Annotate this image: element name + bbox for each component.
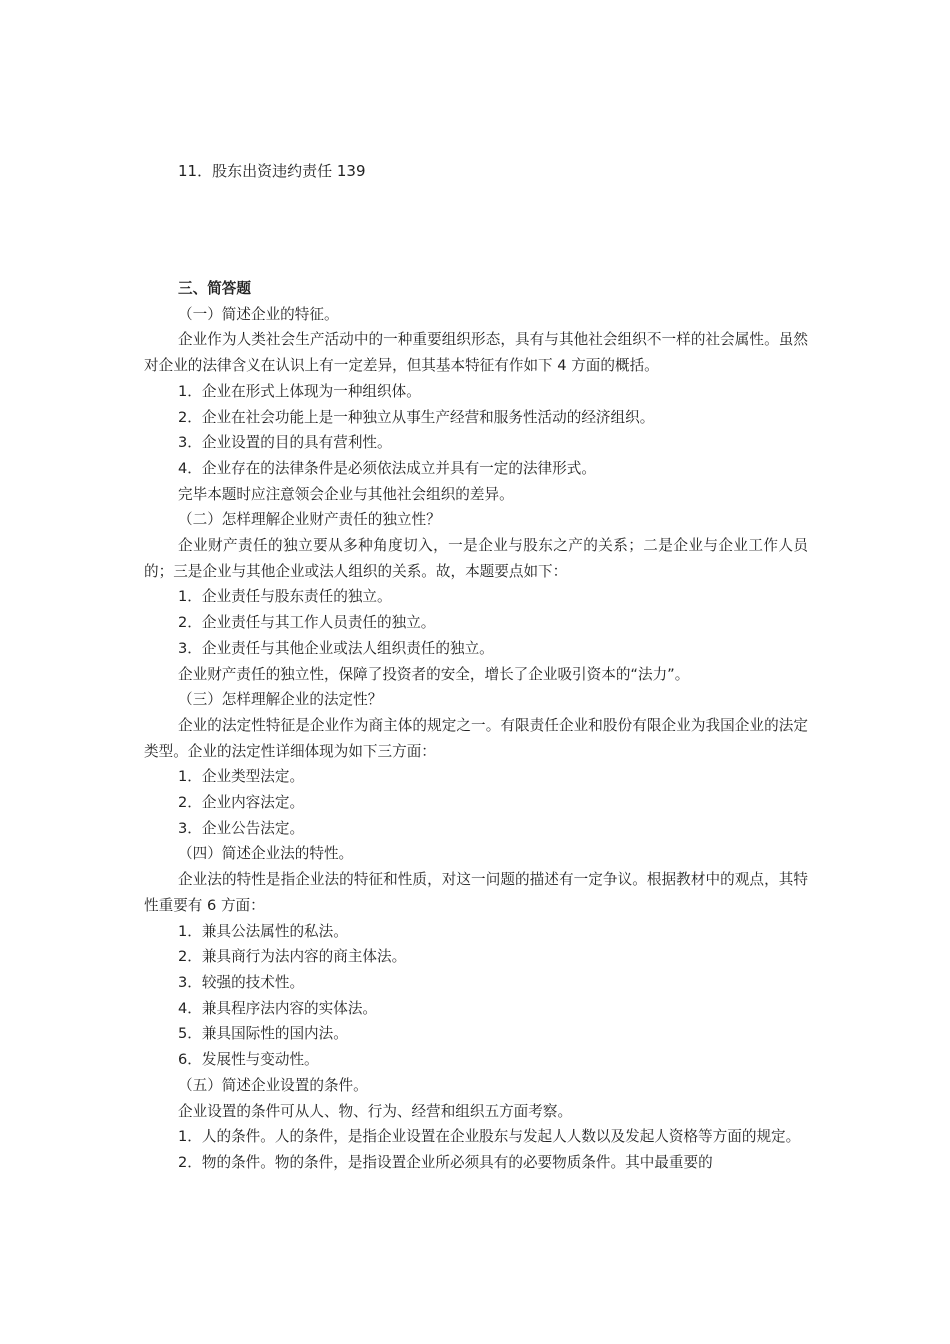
paragraph: 企业作为人类社会生产活动中的一种重要组织形态，具有与其他社会组织不一样的社会属性。虽然对企业的法律含义在认识上有一定差异，但其基本特征有作如下 4 方面的概括。	[144, 331, 808, 375]
section-heading: 三、简答题	[178, 280, 251, 297]
paragraph: 企业财产责任的独立性，保障了投资者的安全，增长了企业吸引资本的“法力”。	[178, 665, 690, 683]
paragraph: 6．发展性与变动性。	[178, 1051, 319, 1069]
paragraph: 3．企业设置的目的具有营利性。	[178, 434, 392, 452]
paragraph: （三）怎样理解企业的法定性？	[178, 691, 383, 709]
paragraph: 完毕本题时应注意领会企业与其他社会组织的差异。	[178, 485, 514, 503]
document-body	[144, 276, 808, 1176]
paragraph: 3．较强的技术性。	[178, 973, 305, 991]
paragraph: （一）简述企业的特征。	[178, 305, 339, 323]
paragraph: 2．企业在社会功能上是一种独立从事生产经营和服务性活动的经济组织。	[178, 408, 655, 426]
paragraph: 企业设置的条件可从人、物、行为、经营和组织五方面考察。	[178, 1102, 573, 1120]
paragraph: 1．兼具公法属性的私法。	[178, 922, 348, 940]
paragraph: 3．企业责任与其他企业或法人组织责任的独立。	[178, 639, 494, 657]
paragraph: （二）怎样理解企业财产责任的独立性？	[178, 511, 441, 529]
paragraph: 企业财产责任的独立要从多种角度切入，一是企业与股东之产的关系；二是企业与企业工作人员的；三是企业与其他企业或法人组织的关系。故，本题要点如下：	[144, 537, 808, 580]
paragraph: （五）简述企业设置的条件。	[178, 1076, 368, 1094]
paragraph: 2．物的条件。物的条件，是指设置企业所必须具有的必要物质条件。其中最重要的	[178, 1153, 713, 1171]
paragraph: 1．企业责任与股东责任的独立。	[178, 588, 392, 606]
paragraph: 4．企业存在的法律条件是必须依法成立并具有一定的法律形式。	[178, 459, 596, 477]
paragraph: 1．人的条件。人的条件，是指企业设置在企业股东与发起人人数以及发起人资格等方面的规定。	[178, 1128, 801, 1146]
paragraph: 2．企业责任与其工作人员责任的独立。	[178, 614, 436, 632]
paragraph: 1．企业类型法定。	[178, 768, 305, 786]
paragraph: 4．兼具程序法内容的实体法。	[178, 999, 378, 1017]
paragraph: 企业的法定性特征是企业作为商主体的规定之一。有限责任企业和股份有限企业为我国企业的法定类型。企业的法定性详细体现为如下三方面：	[144, 716, 808, 760]
paragraph: （四）简述企业法的特性。	[178, 845, 354, 863]
paragraph: 企业法的特性是指企业法的特征和性质，对这一问题的描述有一定争议。根据教材中的观点，其特性重要有 6 方面：	[144, 871, 808, 914]
paragraph: 2．兼具商行为法内容的商主体法。	[178, 948, 407, 966]
paragraph: 5．兼具国际性的国内法。	[178, 1025, 348, 1043]
paragraph: 1．企业在形式上体现为一种组织体。	[178, 382, 421, 400]
list-item-shareholder-liability: 11．股东出资违约责任 139	[178, 162, 366, 180]
paragraph: 2．企业内容法定。	[178, 794, 305, 812]
paragraph: 3．企业公告法定。	[178, 819, 305, 837]
